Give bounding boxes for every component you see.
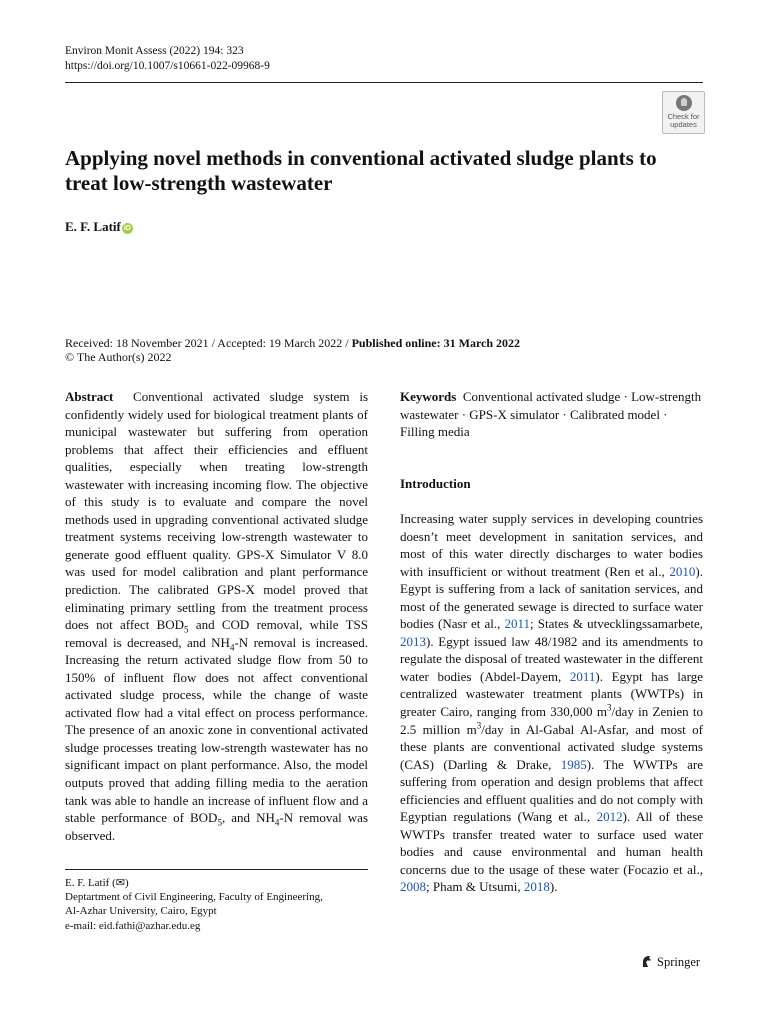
orcid-icon[interactable]: iD — [123, 225, 131, 232]
received-accepted-dates: Received: 18 November 2021 / Accepted: 19 March 2022 / — [65, 336, 349, 350]
intro-text: /day in Al-Gabal Al-Asfar, and most of these plants are conventional activated sludge systems (CAS) (Darling & Drake, — [400, 721, 704, 772]
abstract-text-2: and COD removal, while TSS removal is decreased, and NH — [65, 617, 369, 650]
keywords-heading: Keywords — [400, 389, 457, 404]
intro-text: /day in Zenien to 2.5 million m — [400, 704, 703, 737]
header-rule — [65, 82, 703, 83]
springer-horse-icon — [640, 955, 653, 968]
bookmark-icon — [676, 95, 692, 111]
abstract-text-4: , and NH — [221, 810, 275, 826]
intro-text: Increasing water supply services in developing countries doesn’t meet development in sanitation services, and most of this water directly discharges to water bodies with insufficient or without treatment (Ren et al., — [400, 511, 703, 579]
abstract-text-3: -N removal is increased. Increasing the return activated sludge flow from 50 to 150% of influent flow does not affect conventional activated sludge process, while the change of waste activated flow had a vital effect on process performance. The presence of an anoxic zone in conventional activated sludge processes treating low-strength wastewater has no significant impact on plant performance. Also, the model outputs proved that adding filling media to the aeration tank was able to handle an increase of influent flow and a stable performance of BOD — [65, 634, 368, 826]
subscript: 5 — [184, 624, 189, 635]
published-date: Published online: 31 March 2022 — [351, 336, 521, 350]
citation-link[interactable]: 2013 — [400, 633, 426, 649]
publisher-name: Springer — [657, 955, 701, 969]
intro-text: ). — [549, 879, 558, 895]
subscript: 4 — [274, 817, 280, 828]
article-title: Applying novel methods in conventional activated sludge plants to treat low-strength wastewater — [65, 146, 657, 195]
keywords-section — [400, 388, 703, 441]
intro-text: ). Egypt has large centralized wastewater treatment plants (WWTPs) in greater Cairo, ranging from 330,000 m — [400, 668, 703, 720]
intro-text: ). All of these WWTPs transfer treated water to surface used water bodies and cause environmental and human health concerns due to the usage of these water (Focazio et al., — [400, 809, 704, 877]
introduction-heading: Introduction — [400, 476, 471, 491]
doi-link[interactable]: https://doi.org/10.1007/s10661-022-09968-9 — [65, 60, 270, 72]
footnote-author — [65, 876, 323, 890]
mail-icon[interactable]: ✉ — [115, 877, 125, 889]
copyright-line: © The Author(s) 2022 — [65, 350, 172, 364]
journal-citation: Environ Monit Assess (2022) 194: 323 — [65, 45, 244, 57]
citation-link[interactable]: 2012 — [596, 809, 623, 825]
footnote-rule — [65, 869, 368, 870]
subscript: 4 — [229, 642, 235, 653]
citation-link[interactable]: 2011 — [569, 668, 596, 684]
author-footnote — [65, 876, 323, 933]
badge-line-1: Check for — [667, 112, 700, 121]
superscript: 3 — [476, 720, 482, 731]
abstract-text-5: -N removal was observed. — [65, 810, 369, 843]
footnote-department: Deptartment of Civil Engineering, Faculty of Engineering, — [65, 891, 323, 904]
footnote-author-name: E. F. Latif ( — [65, 877, 116, 889]
article-dates — [65, 336, 520, 351]
citation-link[interactable]: 2011 — [504, 616, 531, 632]
citation-link[interactable]: 2008 — [400, 879, 426, 895]
footnote-university: Al-Azhar University, Cairo, Egypt — [65, 905, 217, 918]
intro-text: ; States & utvecklingssamarbete, — [530, 616, 703, 632]
abstract-text-1: Conventional activated sludge system is confidently widely used for biological treatment plants of municipal wastewater but suffering from operation problems that affect their efficiencies and effluent qualities, especially when treating low-strength wastewater with increasing incoming flow. The objective of this study is to evaluate and compare the novel methods used in upgrading conventional activated sludge treatment systems receiving low-strength wastewater to generate good effluent quality. GPS-X Simulator V 8.0 was used for model calibration and plant performance prediction. The calibrated GPS-X model proved that eliminating primary settling from the treatment process does not affect BOD — [65, 389, 368, 633]
intro-text: ; Pham & Utsumi, — [426, 879, 524, 895]
citation-link[interactable]: 2018 — [523, 879, 550, 895]
introduction-text — [400, 510, 703, 896]
footnote-email[interactable]: e-mail: eid.fathi@azhar.edu.eg — [65, 919, 201, 932]
footnote-author-close: ) — [124, 877, 129, 889]
intro-text: ). Egypt is suffering from a lack of sanitation services, and most of the generated sewage is directed to surface water bodies (Nasr et al., — [400, 563, 703, 632]
badge-line-2: updates — [670, 120, 697, 129]
author-name: E. F. Latif — [65, 219, 121, 234]
publisher-logo — [640, 954, 700, 971]
citation-link[interactable]: 2010 — [669, 563, 696, 579]
subscript: 5 — [217, 817, 222, 828]
keywords-text: Conventional activated sludge · Low-strength wastewater · GPS-X simulator · Calibrated model · Filling media — [400, 389, 702, 440]
citation-link[interactable]: 1985 — [560, 756, 587, 772]
author-line — [65, 218, 133, 235]
intro-text: ). The WWTPs are suffering from operation and design problems that affect efficiencies and effluent qualities and do not comply with Egyptian regulations (Wang et al., — [400, 756, 703, 825]
intro-text: ). Egypt issued law 48/1982 and its amendments to regulate the disposal of treated wastewater in the different water bodies (Abdel-Dayem, — [400, 633, 703, 684]
abstract-heading: Abstract — [65, 389, 114, 404]
abstract-section — [65, 388, 368, 844]
check-for-updates-badge[interactable] — [662, 91, 705, 134]
superscript: 3 — [606, 702, 612, 713]
